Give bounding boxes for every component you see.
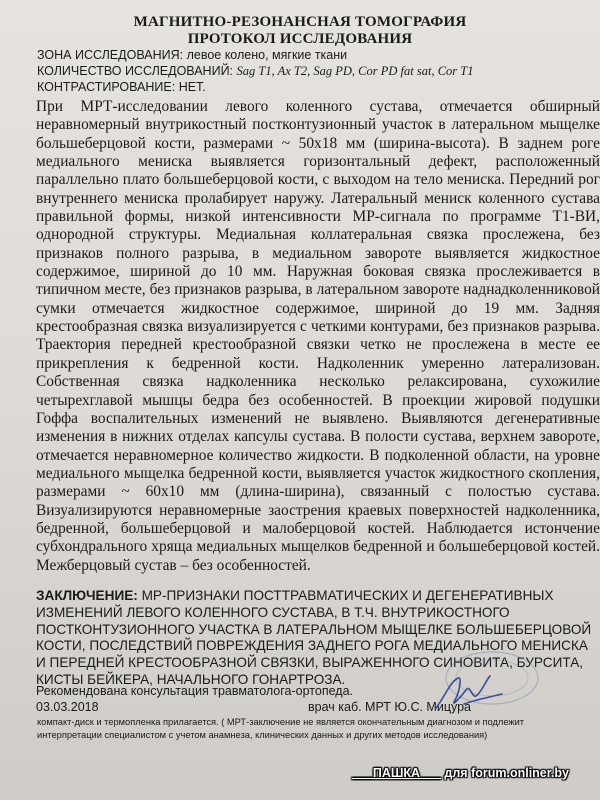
- signature-icon: [430, 668, 510, 720]
- conclusion-label: ЗАКЛЮЧЕНИЕ:: [36, 588, 138, 603]
- contrast-value: НЕТ.: [178, 80, 206, 94]
- document-subtitle: ПРОТОКОЛ ИССЛЕДОВАНИЯ: [187, 31, 413, 47]
- report-date: 03.03.2018: [36, 700, 99, 714]
- watermark: [352, 766, 569, 780]
- watermark-suffix: для forum.onliner.by: [440, 766, 569, 780]
- zone-value: левое колено, мягкие ткани: [186, 48, 348, 62]
- watermark-nickname: ___ПАШКА___: [352, 766, 441, 780]
- contrast-row: [37, 80, 206, 94]
- recommendation: Рекомендована консультация травматолога-ортопеда.: [36, 684, 353, 698]
- contrast-label: КОНТРАСТИРОВАНИЕ:: [37, 80, 176, 94]
- count-value: Sag T1, Ax T2, Sag PD, Cor PD fat sat, Cor T1: [236, 64, 474, 78]
- description-paragraph: При МРТ-исследовании левого коленного сустава, отмечается обширный неравномерный внутрикостный постконтузионный участок в латеральном мыщелке большеберцовой кости, размерами ~ 50х18 мм (ширина-высота). В заднем роге медиального мениска выявляется горизонтальный дефект, расположенный параллельно плато большеберцовой кости, с выходом на тело мениска. Передний рог внутреннего мениска пролабирует наружу. Латеральный мениск коленного сустава правильной формы, низкой интенсивности МР-сигнала по программе Т1-ВИ, однородной структуры. Медиальная коллатеральная связка прослежена, без признаков полного разрыва, в медиальном завороте выявляется жидкостное содержимое, шириной до 10 мм. Наружная боковая связка прослеживается в типичном месте, без признаков разрыва, в латеральном завороте наднадколенниковой сумки отмечается жидкостное содержимое, шириной до 19 мм. Задняя крестообразная связка визуализируется с четкими контурами, без признаков разрыва. Траектория передней крестообразной связки четко не прослежена в месте ее прикрепления к бедренной кости. Надколенник умеренно латерализован. Собственная связка надколенника несколько релаксирована, сухожилие четырехглавой мышцы бедра без особенностей. В проекции жировой подушки Гоффа воспалительных изменений не выявлено. Выявляются дегенеративные изменения в нижних отделах капсулы сустава. В полости сустава, верхнем завороте, отмечается неравномерное количество жидкости. В подколенной области, на уровне медиального мыщелка бедренной кости, выявляется участок жидкостного скопления, размерами ~ 60х10 мм (длина-ширина), связанный с полостью сустава. Визуализируются неравномерные заострения краевых поверхностей надколенника, бедренной, большеберцовой и малоберцовой костей. Наблюдается истончение субхондрального хряща медиальных мыщелков бедренной и большеберцовой костей. Межберцовый сустав – без особенностей.: [36, 98, 600, 574]
- zone-row: [37, 48, 347, 62]
- doctor-name: врач каб. МРТ Ю.С. Мицура: [308, 700, 471, 714]
- count-row: [37, 64, 473, 79]
- document-title: МАГНИТНО-РЕЗОНАНСНАЯ ТОМОГРАФИЯ: [133, 14, 467, 30]
- zone-label: ЗОНА ИССЛЕДОВАНИЯ:: [37, 48, 184, 62]
- footnote: компакт-диск и термопленка прилагается. ( МРТ-заключение не является окончательным диагнозом и подлежит интерпретации специалистом с учетом анамнеза, клинических данных и других методов исследования): [37, 717, 525, 740]
- conclusion-text: МР-ПРИЗНАКИ ПОСТТРАВМАТИЧЕСКИХ И ДЕГЕНЕРАТИВНЫХ ИЗМЕНЕНИЙ ЛЕВОГО КОЛЕННОГО СУСТАВА, В Т.Ч. ВНУТРИКОСТНОГО ПОСТКОНТУЗИОННОГО УЧАСТКА В ЛАТЕРАЛЬНОМ МЫЩЕЛКЕ БОЛЬШЕБЕРЦОВОЙ КОСТИ, ПОСЛЕДСТВИЙ ПОВРЕЖДЕНИЯ ЗАДНЕГО РОГА МЕДИАЛЬНОГО МЕНИСКА И ПЕРЕДНЕЙ КРЕСТООБРАЗНОЙ СВЯЗКИ, ВЫРАЖЕННОГО СИНОВИТА, БУРСИТА, КИСТЫ БЕЙКЕРА, НАЧАЛЬНОГО ГОНАРТРОЗА.: [36, 588, 592, 687]
- count-label: КОЛИЧЕСТВО ИССЛЕДОВАНИЙ:: [37, 64, 234, 78]
